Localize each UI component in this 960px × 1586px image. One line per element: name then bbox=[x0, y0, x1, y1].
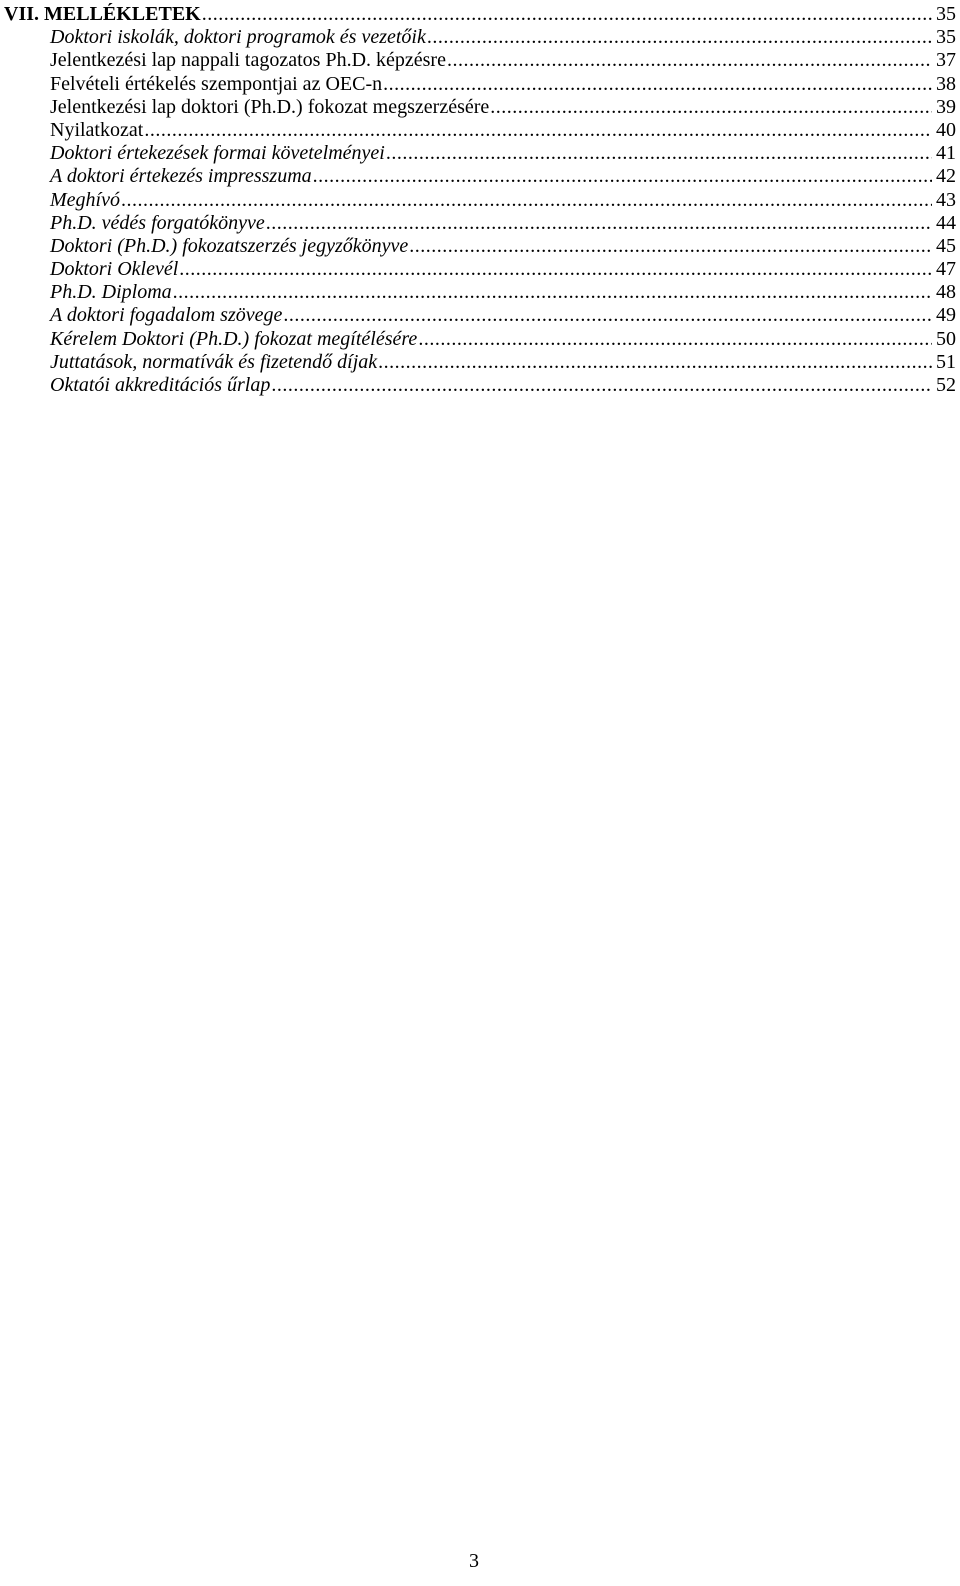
toc-entry-page-number: 45 bbox=[936, 234, 956, 257]
toc-entry[interactable] bbox=[0, 26, 956, 49]
toc-entry-title: VII. MELLÉKLETEK bbox=[4, 3, 201, 25]
toc-entry-page-number: 41 bbox=[936, 142, 956, 165]
toc-entry[interactable] bbox=[0, 142, 956, 165]
toc-dot-leader bbox=[386, 142, 932, 165]
toc-entry-title: Oktatói akkreditációs űrlap bbox=[50, 374, 271, 396]
toc-entry-page-number: 39 bbox=[936, 95, 956, 118]
table-of-contents bbox=[0, 3, 956, 397]
toc-entry-title: A doktori fogadalom szövege bbox=[50, 304, 283, 327]
toc-dot-leader bbox=[409, 235, 932, 258]
toc-dot-leader bbox=[266, 212, 932, 235]
toc-dot-leader bbox=[283, 304, 932, 327]
toc-entry-title: Kérelem Doktori (Ph.D.) fokozat megítélésére bbox=[50, 327, 418, 350]
toc-dot-leader bbox=[144, 119, 932, 142]
toc-entry-page-number: 40 bbox=[936, 118, 956, 141]
toc-entry-title: Juttatások, normatívák és fizetendő díjak bbox=[50, 350, 378, 373]
toc-entry-title: Doktori értekezések formai követelményei bbox=[50, 142, 385, 165]
toc-entry-title: Ph.D. védés forgatókönyve bbox=[50, 211, 265, 234]
toc-entry-page-number: 37 bbox=[936, 49, 956, 72]
toc-entry[interactable] bbox=[0, 235, 956, 258]
toc-dot-leader bbox=[490, 96, 932, 119]
toc-entry-page-number: 48 bbox=[936, 281, 956, 304]
toc-dot-leader bbox=[447, 49, 932, 72]
toc-entry[interactable] bbox=[0, 49, 956, 72]
toc-dot-leader bbox=[418, 328, 932, 351]
toc-entry[interactable] bbox=[0, 96, 956, 119]
toc-entry-title: Nyilatkozat bbox=[50, 118, 144, 141]
toc-entry-page-number: 51 bbox=[936, 350, 956, 373]
toc-entry-page-number: 44 bbox=[936, 211, 956, 234]
toc-entry-page-number: 49 bbox=[936, 304, 956, 327]
toc-entry[interactable] bbox=[0, 119, 956, 142]
toc-entry-title: A doktori értekezés impresszuma bbox=[50, 165, 312, 188]
toc-entry[interactable] bbox=[0, 304, 956, 327]
toc-dot-leader bbox=[202, 3, 932, 26]
toc-dot-leader bbox=[271, 374, 932, 397]
toc-entry-page-number: 42 bbox=[936, 165, 956, 188]
toc-entry-title: Doktori Oklevél bbox=[50, 258, 179, 281]
toc-entry[interactable] bbox=[0, 189, 956, 212]
toc-dot-leader bbox=[313, 165, 932, 188]
toc-entry-page-number: 50 bbox=[936, 327, 956, 350]
toc-entry-page-number: 43 bbox=[936, 188, 956, 211]
toc-entry-title: Jelentkezési lap doktori (Ph.D.) fokozat megszerzésére bbox=[50, 95, 490, 118]
toc-entry-title: Felvételi értékelés szempontjai az OEC-n bbox=[50, 72, 383, 95]
toc-entry-title: Ph.D. Diploma bbox=[50, 281, 172, 304]
toc-entry[interactable] bbox=[0, 212, 956, 235]
toc-entry-title: Jelentkezési lap nappali tagozatos Ph.D. képzésre bbox=[50, 49, 446, 72]
toc-entry-title: Doktori iskolák, doktori programok és vezetőik bbox=[50, 26, 426, 49]
toc-entry-title: Doktori (Ph.D.) fokozatszerzés jegyzőkönyve bbox=[50, 234, 409, 257]
page-number: 3 bbox=[469, 1550, 479, 1572]
toc-entry-page-number: 47 bbox=[936, 258, 956, 281]
toc-entry[interactable] bbox=[0, 258, 956, 281]
toc-entry[interactable] bbox=[0, 281, 956, 304]
toc-dot-leader bbox=[173, 281, 932, 304]
toc-dot-leader bbox=[378, 351, 932, 374]
toc-entry-page-number: 38 bbox=[936, 72, 956, 95]
toc-entry-page-number: 52 bbox=[936, 374, 956, 396]
toc-entry-title: Meghívó bbox=[50, 188, 120, 211]
toc-dot-leader bbox=[383, 73, 932, 96]
toc-entry[interactable] bbox=[0, 165, 956, 188]
toc-entry[interactable] bbox=[0, 73, 956, 96]
toc-section-heading[interactable] bbox=[0, 3, 956, 26]
toc-entry-page-number: 35 bbox=[936, 3, 956, 25]
toc-dot-leader bbox=[121, 189, 932, 212]
toc-entry-page-number: 35 bbox=[936, 26, 956, 49]
toc-entry[interactable] bbox=[0, 351, 956, 374]
toc-entry[interactable] bbox=[0, 328, 956, 351]
toc-dot-leader bbox=[179, 258, 932, 281]
toc-dot-leader bbox=[427, 26, 932, 49]
toc-entry[interactable] bbox=[0, 374, 956, 397]
